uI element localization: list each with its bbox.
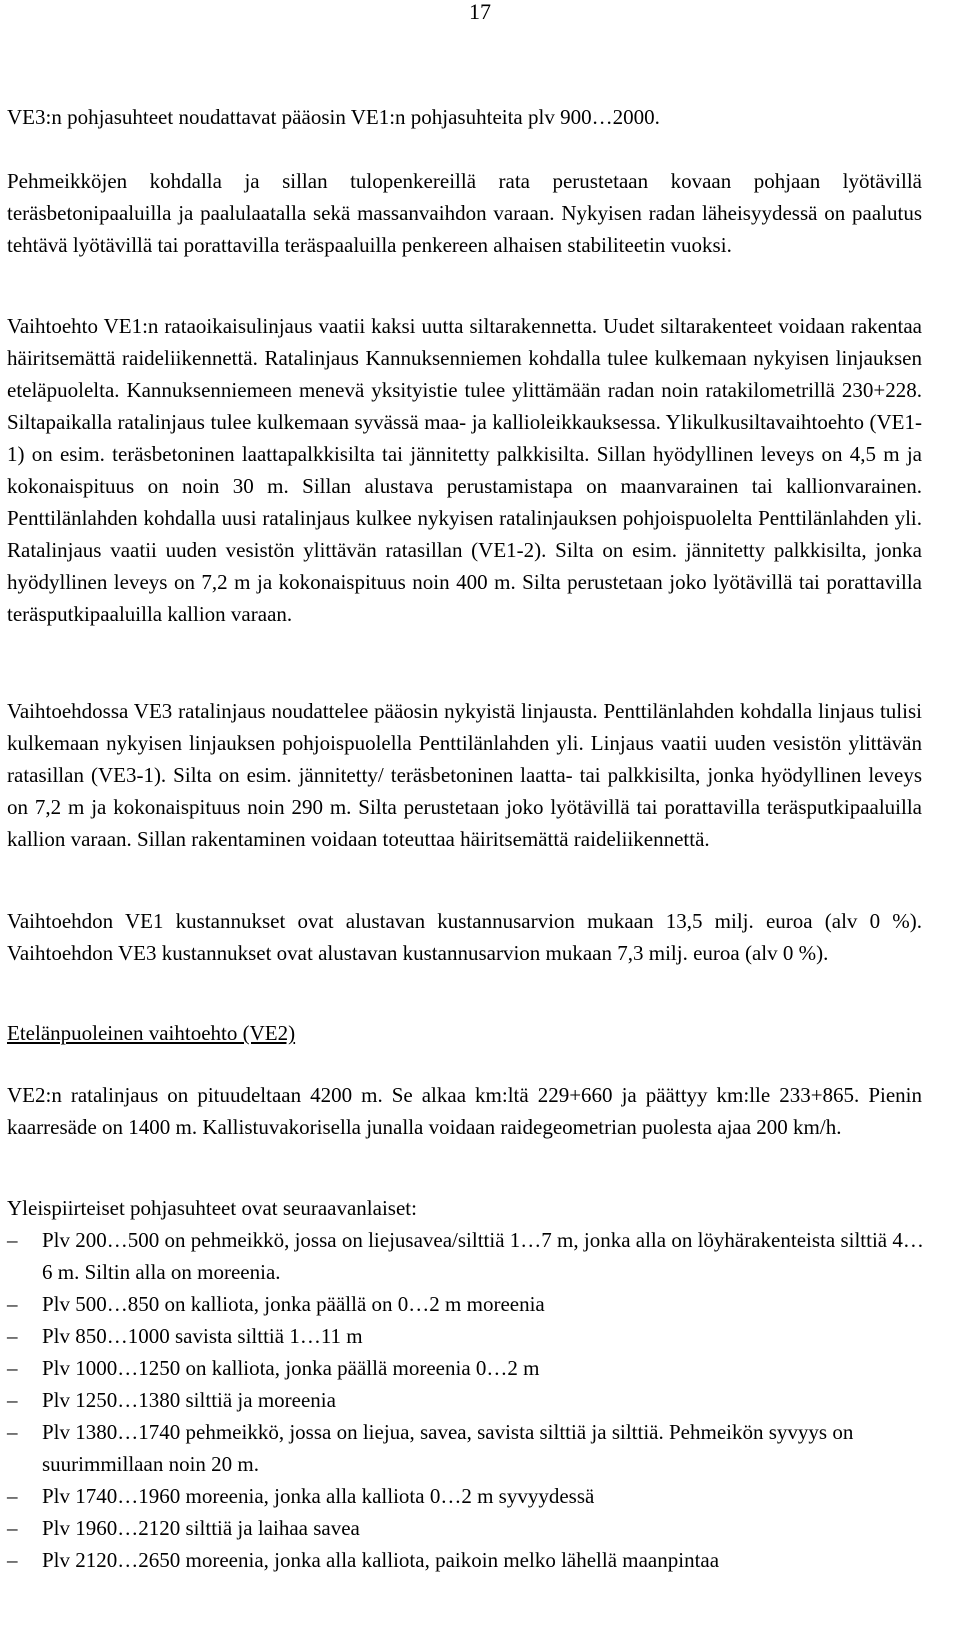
paragraph-soil-intro: Yleispiirteiset pohjasuhteet ovat seuraavanlaiset: <box>7 1196 417 1220</box>
paragraph-foundation-methods: Pehmeikköjen kohdalla ja sillan tulopenkereillä rata perustetaan kovaan pohjaan lyötävillä teräsbetonipaaluilla ja paalulaatalla sekä massanvaihdon varaan. Nykyisen radan läheisyydessä on paalutus tehtävä lyötävillä tai porattavilla teräspaaluilla penkereen alhaisen stabiliteetin vuoksi. <box>7 169 922 257</box>
soil-conditions-list <box>7 1224 925 1576</box>
dash-bullet: – <box>7 1516 18 1540</box>
dash-bullet: – <box>7 1324 18 1348</box>
list-item <box>7 1320 925 1352</box>
paragraph-ve2-alignment: VE2:n ratalinjaus on pituudeltaan 4200 m. Se alkaa km:ltä 229+660 ja päättyy km:lle 233+865. Pienin kaarresäde on 1400 m. Kallistuvakorisella junalla voidaan raidegeometrian puolesta ajaa 200 km/h. <box>7 1083 922 1139</box>
list-item <box>7 1384 925 1416</box>
list-item <box>7 1352 925 1384</box>
list-item-text: Plv 1000…1250 on kalliota, jonka päällä moreenia 0…2 m <box>42 1356 540 1380</box>
list-item <box>7 1224 925 1288</box>
list-item <box>7 1544 925 1576</box>
list-item <box>7 1288 925 1320</box>
dash-bullet: – <box>7 1388 18 1412</box>
list-item <box>7 1480 925 1512</box>
dash-bullet: – <box>7 1356 18 1380</box>
paragraph-ve3-soil-summary: VE3:n pohjasuhteet noudattavat pääosin VE1:n pohjasuhteita plv 900…2000. <box>7 105 660 129</box>
list-item <box>7 1512 925 1544</box>
paragraph-costs: Vaihtoehdon VE1 kustannukset ovat alustavan kustannusarvion mukaan 13,5 milj. euroa (alv 0 %). Vaihtoehdon VE3 kustannukset ovat alustavan kustannusarvion mukaan 7,3 milj. euroa (alv 0 %). <box>7 909 922 965</box>
list-item <box>7 1416 925 1480</box>
dash-bullet: – <box>7 1292 18 1316</box>
list-item-text: Plv 500…850 on kalliota, jonka päällä on 0…2 m moreenia <box>42 1292 545 1316</box>
paragraph-ve3-bridge: Vaihtoehdossa VE3 ratalinjaus noudattelee pääosin nykyistä linjausta. Penttilänlahden kohdalla linjaus tulisi kulkemaan nykyisen linjauksen pohjoispuolella Penttilänlahden yli. Linjaus vaatii uuden vesistön ylittävän ratasillan (VE3-1). Silta on esim. jännitetty/ teräsbetoninen laatta- tai palkkisilta, jonka hyödyllinen leveys on 7,2 m ja kokonaispituus noin 290 m. Silta perustetaan joko lyötävillä tai porattavilla teräsputkipaaluilla kallion varaan. Sillan rakentaminen voidaan toteuttaa häiritsemättä raideliikennettä. <box>7 699 922 851</box>
list-item-text: Plv 1380…1740 pehmeikkö, jossa on liejua, savea, savista silttiä ja silttiä. Pehmeikön syvyys on suurimmillaan noin 20 m. <box>42 1420 854 1476</box>
list-item-text: Plv 200…500 on pehmeikkö, jossa on liejusavea/silttiä 1…7 m, jonka alla on löyhärakenteista silttiä 4…6 m. Siltin alla on moreenia. <box>42 1228 924 1284</box>
dash-bullet: – <box>7 1484 18 1508</box>
paragraph-ve1-bridges: Vaihtoehto VE1:n rataoikaisulinjaus vaatii kaksi uutta siltarakennetta. Uudet siltarakenteet voidaan rakentaa häiritsemättä raideliikennettä. Ratalinjaus Kannuksenniemen kohdalla tulee kulkemaan nykyisen linjauksen eteläpuolelta. Kannuksenniemeen menevä yksityistie tulee ylittämään radan noin ratakilometrillä 230+228. Siltapaikalla ratalinjaus tulee kulkemaan syvässä maa- ja kallioleikkauksessa. Ylikulkusiltavaihtoehto (VE1-1) on esim. teräsbetoninen laattapalkkisilta tai jännitetty palkkisilta. Sillan hyödyllinen leveys on 4,5 m ja kokonaispituus on noin 30 m. Sillan alustava perustamistapa on maanvarainen tai kallionvarainen. Penttilänlahden kohdalla uusi ratalinjaus kulkee nykyisen ratalinjauksen pohjoispuolelta Penttilänlahden yli. Ratalinjaus vaatii uuden vesistön ylittävän ratasillan (VE1-2). Silta on esim. jännitetty palkkisilta, jonka hyödyllinen leveys on 7,2 m ja kokonaispituus noin 400 m. Silta perustetaan joko lyötävillä tai porattavilla teräsputkipaaluilla kallion varaan. <box>7 314 922 626</box>
dash-bullet: – <box>7 1228 18 1252</box>
list-item-text: Plv 2120…2650 moreenia, jonka alla kalliota, paikoin melko lähellä maanpintaa <box>42 1548 720 1572</box>
list-item-text: Plv 1250…1380 silttiä ja moreenia <box>42 1388 336 1412</box>
list-item-text: Plv 1740…1960 moreenia, jonka alla kalliota 0…2 m syvyydessä <box>42 1484 595 1508</box>
page-number: 17 <box>469 0 491 24</box>
section-heading-ve2: Etelänpuoleinen vaihtoehto (VE2) <box>7 1021 296 1045</box>
list-item-text: Plv 1960…2120 silttiä ja laihaa savea <box>42 1516 360 1540</box>
dash-bullet: – <box>7 1548 18 1572</box>
dash-bullet: – <box>7 1420 18 1444</box>
list-item-text: Plv 850…1000 savista silttiä 1…11 m <box>42 1324 363 1348</box>
